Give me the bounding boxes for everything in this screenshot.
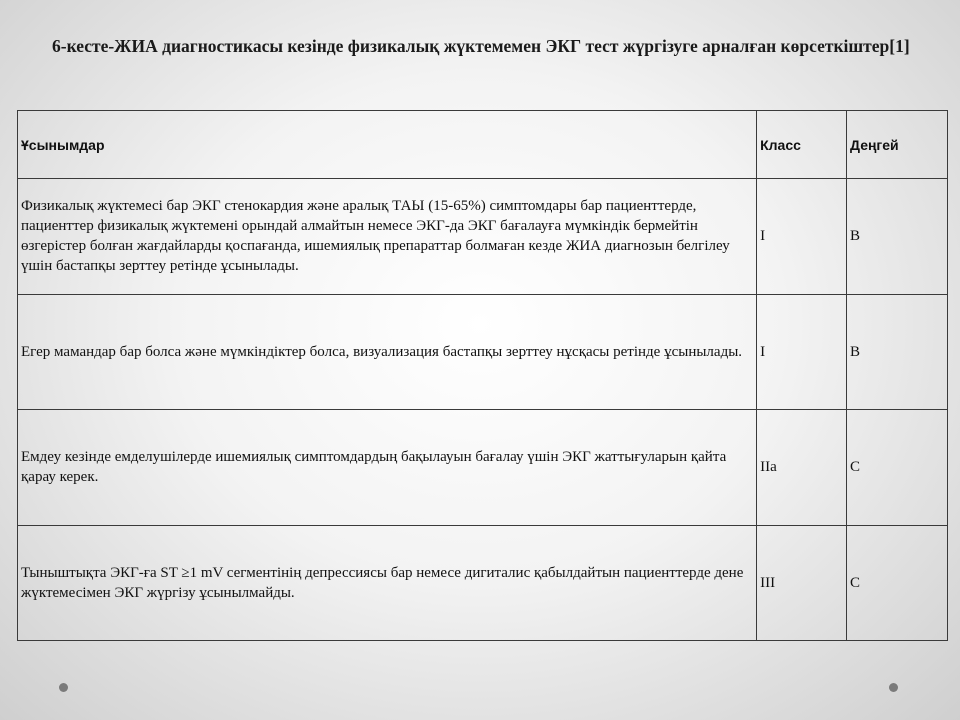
class-value: III [757,525,847,640]
level-value: B [847,179,948,294]
class-value: I [757,179,847,294]
level-value: C [847,525,948,640]
right-bullet-dot [889,683,898,692]
class-value: I [757,294,847,409]
table-row [18,179,948,294]
left-bullet-dot [59,683,68,692]
recommendation-text: Емдеу кезінде емделушілерде ишемиялық симптомдардың бақылауын бағалау үшін ЭКГ жаттығуларын қайта қарау керек. [18,410,757,525]
recommendation-text: Егер мамандар бар болса және мүмкіндіктер болса, визуализация бастапқы зерттеу нұсқасы ретінде ұсынылады. [18,294,757,409]
recommendations-table [17,110,948,641]
recommendation-text: Физикалық жүктемесі бар ЭКГ стенокардия және аралық ТАЫ (15-65%) симптомдары бар пациенттерде, пациенттер физикалық жүктемені орындай алмайтын немесе ЭКГ-да ЭКГ бағалауға мүмкіндік бермейтін өзгерістер болған жағдайларды қоспағанда, ишемиялық препараттар болмаған кезде ЖИА диагнозын белгілеу үшін бастапқы зерттеу ретінде ұсынылады. [18,179,757,294]
header-recommendations: Ұсынымдар [18,111,757,179]
header-level: Деңгей [847,111,948,179]
header-class: Класс [757,111,847,179]
level-value: C [847,410,948,525]
table-title: 6-кесте-ЖИА диагностикасы кезінде физикалық жүктемемен ЭКГ тест жүргізуге арналған көрсеткіштер[1] [52,36,910,56]
level-value: B [847,294,948,409]
class-value: IIa [757,410,847,525]
table-row [18,294,948,409]
table-row [18,410,948,525]
recommendation-text: Тыныштықта ЭКГ-ға ST ≥1 mV сегментінің депрессиясы бар немесе дигиталис қабылдайтын пациенттерде дене жүктемесімен ЭКГ жүргізу ұсынылмайды. [18,525,757,640]
table-row [18,525,948,640]
table-header-row [18,111,948,179]
